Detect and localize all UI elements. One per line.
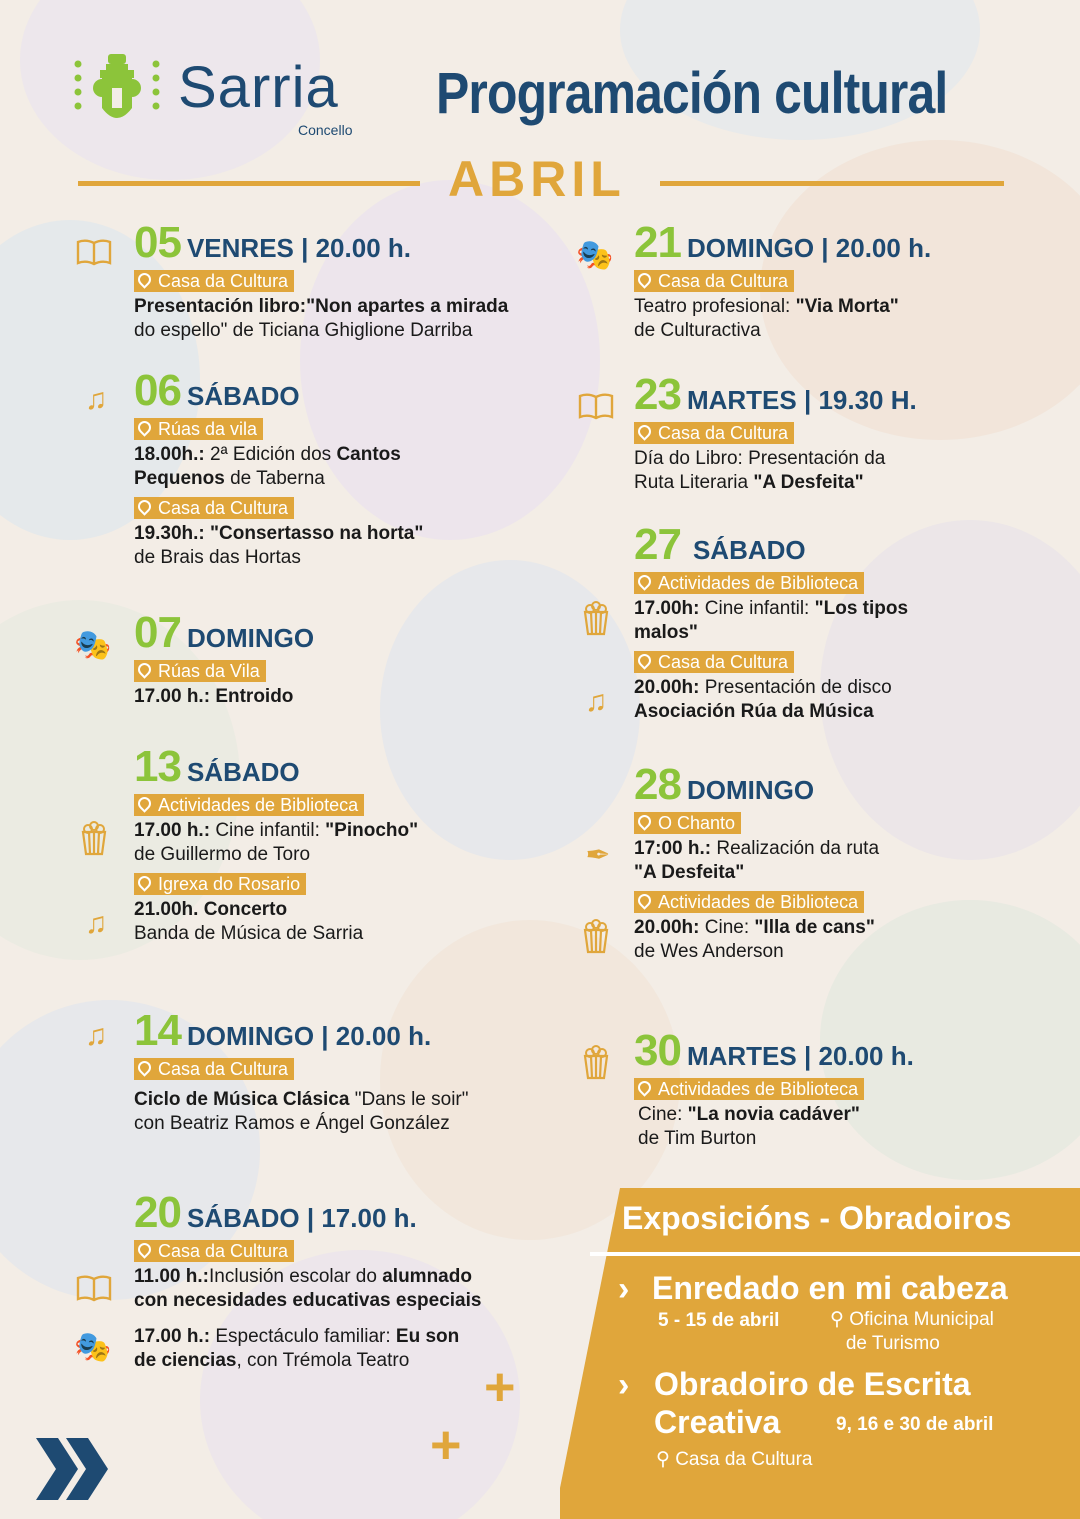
event-20: [134, 1188, 481, 1373]
location-badge: Igrexa do Rosario: [134, 873, 306, 895]
event-weekday: DOMINGO | 20.00 h.: [686, 233, 932, 263]
event-description: Teatro profesional: "Via Morta" de Culturactiva: [634, 296, 899, 341]
location-badge: Casa da Cultura: [134, 270, 294, 292]
popcorn-icon: [76, 820, 112, 856]
popcorn-icon: [578, 1044, 614, 1080]
event-weekday: SÁBADO: [186, 381, 300, 411]
event-description: 11.00 h.:Inclusión escolar do alumnado con necesidades educativas especiais: [134, 1266, 482, 1311]
plus-decoration: +: [484, 1357, 516, 1417]
event-weekday: DOMINGO | 20.00 h.: [186, 1021, 432, 1051]
event-weekday: SÁBADO: [692, 535, 806, 565]
book-icon: [76, 1274, 112, 1310]
event-description: 17.00h: Cine infantil: "Los tipos malos": [634, 598, 909, 643]
plus-decoration: +: [430, 1415, 462, 1475]
event-30: [634, 1026, 914, 1151]
event-day: 07: [134, 608, 181, 657]
workshop-location: ⚲ Casa da Cultura: [656, 1449, 813, 1470]
exhibitions-title: Exposicións - Obradoiros: [622, 1200, 1012, 1236]
location-badge: Rúas da Vila: [134, 660, 266, 682]
event-day: 06: [134, 366, 181, 415]
event-weekday: DOMINGO: [186, 623, 315, 653]
theatre-masks-icon: 🎭: [576, 239, 614, 272]
page-title: Programación cultural: [436, 61, 948, 126]
event-weekday: VENRES | 20.00 h.: [186, 233, 411, 263]
event-description: 17.00 h.: Entroido: [134, 686, 294, 707]
quill-icon: ✒: [585, 839, 611, 872]
location-badge: Actividades de Biblioteca: [634, 1078, 864, 1100]
popcorn-icon: [578, 918, 614, 954]
chevron-right-icon: ›: [618, 1366, 630, 1404]
exhibition-dates: 5 - 15 de abril: [658, 1310, 780, 1331]
book-icon: [76, 238, 112, 274]
location-badge: Rúas da vila: [134, 418, 263, 440]
event-day: 05: [134, 218, 181, 267]
month-divider-left: [78, 181, 420, 186]
location-badge: Casa da Cultura: [134, 1058, 294, 1080]
book-icon: [578, 392, 614, 428]
event-05: [134, 218, 508, 343]
event-description: 17.00 h.: Espectáculo familiar: Eu son de ciencias, con Trémola Teatro: [134, 1326, 460, 1371]
event-day: 21: [634, 218, 681, 267]
event-14: [134, 1006, 469, 1136]
location-badge: O Chanto: [634, 812, 741, 834]
event-description: Ciclo de Música Clásica "Dans le soir" con Beatriz Ramos e Ángel González: [134, 1089, 469, 1134]
popcorn-icon: [578, 600, 614, 636]
location-badge: Casa da Cultura: [134, 1240, 294, 1262]
event-description: 20.00h: Presentación de disco Asociación Rúa da Música: [634, 677, 892, 722]
event-weekday: DOMINGO: [686, 775, 815, 805]
double-chevron-icon: [36, 1438, 116, 1500]
event-07: [134, 608, 314, 709]
event-day: 14: [134, 1006, 181, 1055]
event-day: 27: [634, 520, 681, 569]
exhibitions-panel: [560, 1188, 1080, 1519]
location-badge: Casa da Cultura: [634, 651, 794, 673]
event-description: 17.00 h.: Cine infantil: "Pinocho" de Guillermo de Toro: [134, 820, 419, 865]
music-notes-icon: ♫: [584, 685, 608, 718]
event-21: [634, 218, 931, 343]
event-day: 28: [634, 760, 681, 809]
location-badge: Casa da Cultura: [634, 270, 794, 292]
event-description: 17:00 h.: Realización da ruta "A Desfeita": [634, 838, 880, 883]
castle-emblem-icon: [72, 50, 168, 132]
sarria-logo: [72, 50, 372, 142]
exhibitions-divider: [590, 1252, 1080, 1256]
event-description: Cine: "La novia cadáver" de Tim Burton: [638, 1104, 860, 1149]
event-day: 20: [134, 1188, 181, 1237]
exhibition-name: Enredado en mi cabeza: [652, 1270, 1008, 1306]
event-description: Presentación libro:"Non apartes a mirada do espello" de Ticiana Ghiglione Darriba: [134, 296, 509, 341]
workshop-dates: 9, 16 e 30 de abril: [836, 1414, 994, 1435]
chevron-right-icon: ›: [618, 1270, 630, 1308]
music-notes-icon: ♫: [84, 383, 108, 416]
event-description: 19.30h.: "Consertasso na horta" de Brais das Hortas: [134, 523, 424, 568]
event-weekday: SÁBADO | 17.00 h.: [186, 1203, 417, 1233]
location-badge: Actividades de Biblioteca: [634, 891, 864, 913]
event-28: [634, 760, 879, 964]
event-13: [134, 742, 418, 946]
event-27: [634, 520, 908, 724]
event-description: Día do Libro: Presentación da Ruta Literaria "A Desfeita": [634, 448, 886, 493]
event-weekday: SÁBADO: [186, 757, 300, 787]
theatre-masks-icon: 🎭: [74, 629, 112, 662]
event-description: 21.00h. Concerto Banda de Música de Sarria: [134, 899, 364, 944]
logo-subtitle: Concello: [298, 122, 353, 138]
event-description: 18.00h.: 2ª Edición dos Cantos Pequenos de Taberna: [134, 444, 401, 489]
event-weekday: MARTES | 20.00 h.: [686, 1041, 914, 1071]
exhibition-location: ⚲ Oficina Municipal de Turismo: [830, 1309, 994, 1354]
event-day: 13: [134, 742, 181, 791]
event-23: [634, 370, 917, 495]
music-notes-icon: ♫: [84, 907, 108, 940]
location-badge: Casa da Cultura: [634, 422, 794, 444]
theatre-masks-icon: 🎭: [74, 1331, 112, 1364]
event-day: 23: [634, 370, 681, 419]
location-badge: Actividades de Biblioteca: [134, 794, 364, 816]
event-06: [134, 366, 423, 570]
workshop-name: Obradoiro de Escrita: [654, 1366, 971, 1402]
event-day: 30: [634, 1026, 681, 1075]
month-divider-right: [660, 181, 1004, 186]
location-badge: Casa da Cultura: [134, 497, 294, 519]
event-description: 20.00h: Cine: "Illa de cans" de Wes Anderson: [634, 917, 875, 962]
month-heading: ABRIL: [448, 151, 626, 207]
logo-wordmark: Sarria: [178, 55, 339, 120]
location-badge: Actividades de Biblioteca: [634, 572, 864, 594]
workshop-name-cont: Creativa: [654, 1404, 781, 1440]
music-notes-icon: ♫: [84, 1019, 108, 1052]
event-weekday: MARTES | 19.30 H.: [686, 385, 917, 415]
